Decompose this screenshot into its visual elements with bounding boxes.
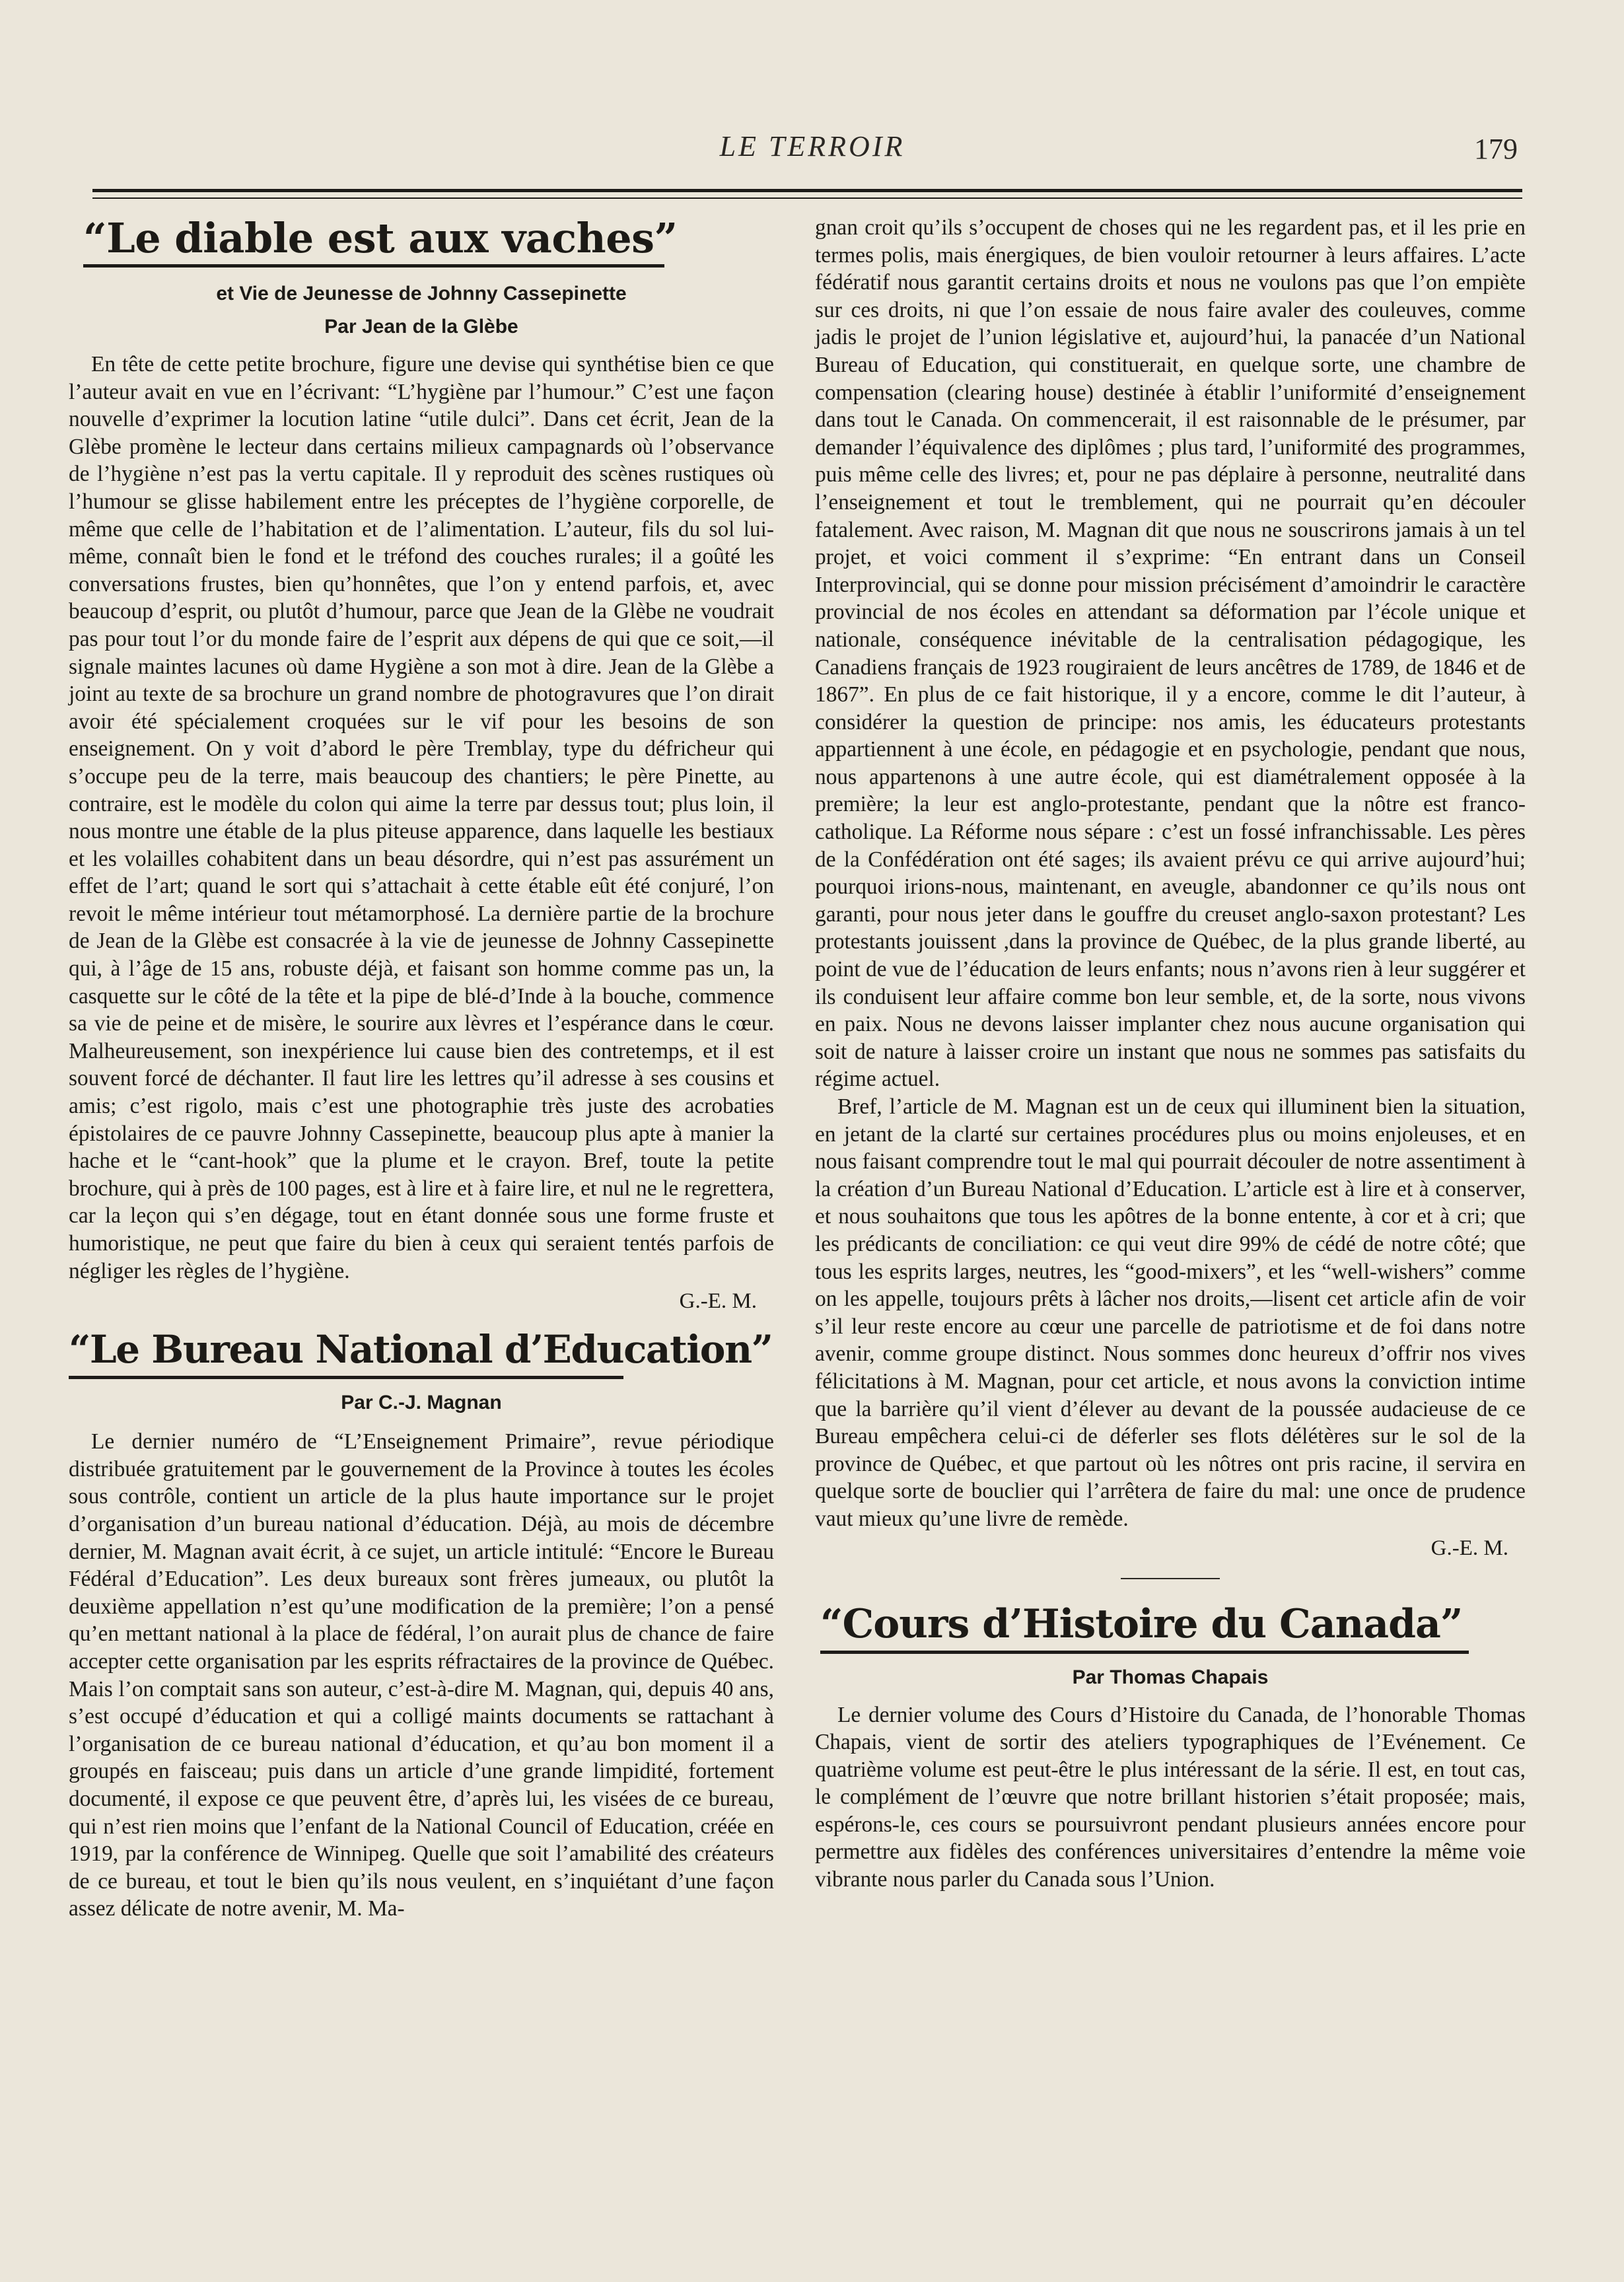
right-column bbox=[815, 214, 1526, 1894]
running-title: LE TERROIR bbox=[719, 130, 905, 162]
article-body: En tête de cette petite brochure, figure une devise qui synthétise bien ce que l’auteur avait en vue en l’écrivant: “L’hygiène par l’humour.” C’est une façon nouvelle d’exprimer la locution latine “utile dulci”. Dans cet écrit, Jean de la Glèbe promène le lecteur dans certains milieux campagnards où l’observance de l’hygiène n’est pas la vertu capitale. Il y reproduit des scènes rustiques où l’humour se glisse habilement entre les préceptes de l’hygiène corporelle, de même que celle de l’habitation et de l’alimentation. L’auteur, fils du sol lui-même, connaît bien le fond et le tréfond des couches rurales; il a goûté les conversations frustes, bien qu’honnêtes, que l’on y entend parfois, et, avec beaucoup d’esprit, ou plutôt d’humour, parce que Jean de la Glèbe ne voudrait pas pour tout l’or du monde faire de l’esprit aux dépens de qui que ce soit,—il signale maintes lacunes où dame Hygiène a son mot à dire. Jean de la Glèbe a joint au texte de sa brochure un grand nombre de photogravures que l’on dirait avoir été spécialement croquées sur le vif pour les besoins de son enseignement. On y voit d’abord le père Tremblay, type du défricheur qui s’occupe peu de la terre, mais beaucoup des chantiers; le père Pinette, au contraire, est le modèle du colon qui aime la terre par dessus tout; plus loin, il nous montre une étable de la plus piteuse apparence, dans laquelle les bestiaux et les volailles cohabitent dans un beau désordre, qui n’est pas assurément un effet de l’art; quand le sort qui s’attachait à cette étable eût été conjuré, l’on revoit le même intérieur tout métamorphosé. La dernière partie de la brochure de Jean de la Glèbe est consacrée à la vie de jeunesse de Johnny Cassepinette qui, à l’âge de 15 ans, robuste déjà, et faisant son homme comme pas un, la casquette sur le côté de la tête et la pipe de blé-d’Inde à la bouche, commence sa vie de peine et de misère, le sourire aux lèvres et l’espérance dans le cœur. Malheureusement, son inexpérience lui cause bien des contretemps, et il est souvent forcé de déchanter. Il faut lire les lettres qu’il adresse à ses cousins et amis; c’est rigolo, mais c’est une photographie très juste des acrobaties épistolaires de ce pauvre Johnny Cassepinette, beaucoup plus apte à manier la hache et le “cant-hook” que la plume et le crayon. Bref, toute la petite brochure, qui à près de 100 pages, est à lire et à faire lire, et nul ne le regrettera, car la leçon qui s’en dégage, tout en étant donnée sous une forme fruste et humoristique, ne peut que faire du bien à ceux qui seraient tentés parfois de négliger les règles de l’hygiène. bbox=[69, 352, 774, 1283]
article-diable bbox=[69, 210, 774, 1315]
article-byline: Par C.-J. Magnan bbox=[341, 1392, 502, 1414]
article-signature: G.-E. M. bbox=[1430, 1536, 1508, 1560]
title-underline bbox=[820, 1651, 1469, 1654]
article-cours bbox=[815, 1599, 1526, 1894]
article-title: “Le diable est aux vaches” bbox=[83, 214, 678, 262]
article-title: “Le Bureau National d’Education” bbox=[69, 1327, 773, 1373]
article-body-part2: gnan croit qu’ils s’occupent de choses qui ne les regardent pas, et il les prie en termes polis, mais énergiques, de bien vouloir retourner à leurs affaires. L’acte fédératif nous garantit certains droits et nous ne voulons pas que l’on empiète sur ces droits, ni que l’on essaie de nous faire avaler des couleuves, comme jadis le projet de l’union législative et, aujourd’hui, la panacée d’un National Bureau of Education, qui constituerait, en quelque sorte, une chambre de compensation (clearing house) destinée à établir l’uniformité d’enseignement dans tout le Canada. On commencerait, il est raisonnable de le présumer, par demander l’équivalence des diplômes ; plus tard, l’uniformité des programmes, puis même celle des livres; et, pour ne pas déplaire à personne, neutralité dans l’enseignement et tout le tremblement, qui ne pourrait qu’en découler fatalement. Avec raison, M. Magnan dit que nous ne souscrirons jamais à un tel projet, et voici comment il s’exprime: “En entrant dans un Conseil Interprovincial, qui se donne pour mission précisément d’amoindrir le caractère provincial de nos écoles en attendant sa déformation par l’école unique et nationale, conséquence inévitable de la centralisation pédagogique, les Canadiens français de 1923 rougiraient de leurs ancêtres de 1789, de 1846 et de 1867”. En plus de ce fait historique, il y a encore, comme le dit l’auteur, à considérer la question de principe: nos amis, les éducateurs protestants appartiennent à une école, en pédagogie et en psychologie, pendant que nous, nous appartenons à une autre école, qui est diamétralement opposée à la première; la leur est anglo-protestante, pendant que la nôtre est franco-catholique. La Réforme nous sépare : c’est un fossé infranchissable. Les pères de la Confédération ont été sages; ils avaient prévu ce qui arrive aujourd’hui; pourquoi irions-nous, maintenant, en aveugle, abandonner ce qu’ils nous ont garanti, pour nous jeter dans le gouffre du creuset anglo-saxon protestant? Les protestants jouissent ,dans la province de Québec, de la plus grande liberté, au point de vue de l’éducation de leurs enfants; nous n’avons rien à leur suggérer et ils conduisent leur affaire comme bon leur semble, et, de la sorte, nous vivons en paix. Nous ne devons laisser implanter chez nous aucune organisation qui soit de nature à laisser croire un instant que nous ne sommes pas satisfaits du régime actuel. bbox=[815, 215, 1526, 1092]
article-byline: Par Jean de la Glèbe bbox=[324, 316, 518, 338]
page-number: 179 bbox=[1474, 133, 1518, 165]
article-subtitle: et Vie de Jeunesse de Johnny Cassepinette bbox=[216, 283, 627, 304]
article-title: “Cours d’Histoire du Canada” bbox=[820, 1600, 1463, 1647]
article-body: Le dernier volume des Cours d’Histoire du Canada, de l’honorable Thomas Chapais, vient de sortir des ateliers typographiques de l’Evénement. Ce quatrième volume est peut-être le plus intéressant de la série. Il est, en tout cas, le complément de l’œuvre que notre brillant historien s’était proposée; mais, espérons-le, ces cours se poursuivront pendant plusieurs années encore pour permettre aux fidèles des conférences universitaires d’entendre la même voie vibrante nous parler du Canada sous l’Union. bbox=[815, 1702, 1526, 1892]
header-rule-thick bbox=[92, 189, 1522, 192]
header-rule-thin bbox=[92, 197, 1522, 199]
title-underline bbox=[69, 1376, 623, 1379]
article-signature: G.-E. M. bbox=[679, 1289, 757, 1314]
article-bureau bbox=[69, 1324, 774, 1923]
section-separator bbox=[1121, 1578, 1220, 1579]
article-body-part1: Le dernier numéro de “L’Enseignement Primaire”, revue périodique distribuée gratuitement par le gouvernement de la Province à toutes les écoles sous contrôle, contient un article de la plus haute importance sur le projet d’organisation d’un bureau national d’éducation. Déjà, au mois de décembre dernier, M. Magnan avait écrit, à ce sujet, un article intitulé: “Encore le Bureau Fédéral d’Education”. Les deux bureaux sont frères jumeaux, ou plutôt la deuxième appellation n’est qu’une modification de la première; l’on a pensé qu’en mettant national à la place de fédéral, l’on aurait plus de chance de faire accepter cette organisation par les esprits réfractaires de la province de Québec. Mais l’on comptait sans son auteur, c’est-à-dire M. Magnan, qui, depuis 40 ans, s’est occupé d’éducation et qui a colligé maints documents se rattachant à l’organisation de ce bureau national d’éducation, et qu’au bon moment il a groupés en faisceau; puis dans un article d’une grande limpidité, fortement documenté, il expose ce que peuvent être, d’après lui, les visées de ce bureau, qui n’est rien moins que l’enfant de la National Council of Education, créée en 1919, par la conférence de Winnipeg. Quelle que soit l’amabilité des créateurs de ce bureau, et tout le bien qu’ils nous veulent, en s’inquiétant d’une façon assez délicate de notre avenir, M. Ma- bbox=[69, 1429, 774, 1921]
title-underline bbox=[83, 264, 664, 267]
article-body-part3: Bref, l’article de M. Magnan est un de ceux qui illuminent bien la situation, en jetant de la clarté sur certaines procédures plus ou moins enjoleuses, et en nous faisant comprendre tout le mal qui pourrait découler de notre assentiment à la création d’un Bureau National d’Education. L’article est à lire et à conserver, et nous souhaitons que tous les apôtres de la bonne entente, à cor et à cri; que les prédicants de conciliation: ce qui veut dire 99% de cédé de notre côté; que tous les esprits larges, neutres, les “good-mixers”, et les “well-wishers” comme on les appelle, toujours prêts à lâcher nos droits,—lisent cet article afin de voir s’il leur reste encore au cœur une parcelle de patriotisme et de foi dans notre avenir, comme groupe distinct. Nous sommes donc heureux d’offrir nos vives félicitations à M. Magnan, pour cet article, et nous avons la conviction intime que la barrière qu’il vient d’élever au devant de la poussée audacieuse de ce Bureau empêchera celui-ci de déferler ses flots délétères sur le sol de la province de Québec, et que partout où les nôtres ont pris racine, il servira en quelque sorte de bouclier qui l’arrêtera de faire du mal: une once de prudence vaut mieux qu’une livre de remède. bbox=[815, 1094, 1526, 1531]
left-column bbox=[69, 210, 774, 1923]
article-byline: Par Thomas Chapais bbox=[1072, 1666, 1269, 1688]
